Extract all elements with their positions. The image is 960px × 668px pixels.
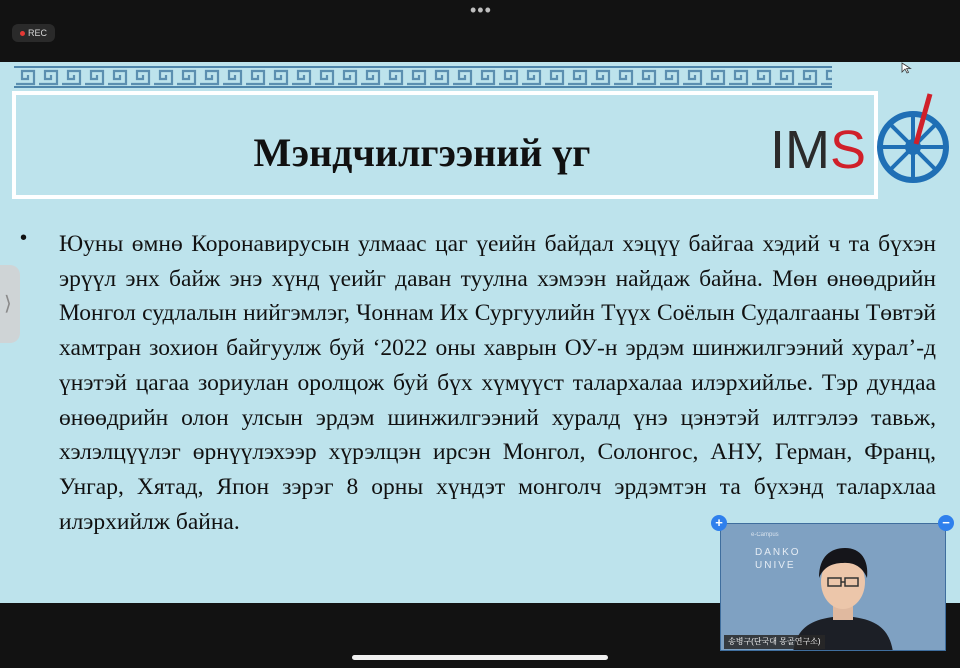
- chevron-right-icon: ⟩: [4, 293, 12, 315]
- video-thumbnail[interactable]: [720, 523, 946, 651]
- ims-logo: [770, 92, 960, 192]
- slide-title: Мэндчилгээний үг: [253, 130, 591, 175]
- expand-video-button[interactable]: +: [711, 515, 727, 531]
- more-options-icon[interactable]: •••: [470, 0, 492, 20]
- body-paragraph: Юуны өмнө Коронавирусын улмаас цаг үеийн байдал хэцүү байгаа хэдий ч та бүхэн эрүүл энх байж энэ хүнд үеийг даван туулна хэмээн найдаж байна. Мөн өнөөдрийн Монгол судлалын нийгэмлэг, Чоннам Их Сургуулийн Түүх Соёлын Судалгааны Төвтэй хамтран зохион байгуулж буй ‘2022 оны хаврын ОУ-н эрдэм шинжилгээний хурал’-д үнэтэй цагаа зориулан оролцож буй бүх хүмүүст талархалаа илэрхийлье. Тэр дундаа өнөөдрийн олон улсын эрдэм шинжилгээний хуралд үнэ цэнэтэй илтгэлээ тавьж, хэлэлцүүлэг өрнүүлэхээр хүрэлцэн ирсэн Монгол, Солонгос, АНУ, Герман, Франц, Унгар, Хятад, Япон зэрэг 8 орны хүндэт монголч эрдэмтэн та бүхэнд талархлаа илэрхийлж байна.: [59, 231, 936, 535]
- svg-text:IMS: IMS: [770, 120, 867, 180]
- mouse-cursor-icon: [901, 62, 913, 74]
- rec-label: REC: [28, 28, 48, 38]
- background-banner-text: DANKO UNIVE: [755, 547, 801, 571]
- record-dot-icon: [20, 31, 25, 36]
- side-panel-handle[interactable]: [0, 265, 20, 343]
- recording-indicator: [12, 24, 55, 42]
- participant-name: 송병구(단국대 몽골연구소): [724, 635, 825, 649]
- home-indicator[interactable]: [352, 655, 608, 660]
- top-bar: [0, 0, 960, 62]
- greek-key-border: [14, 66, 832, 88]
- bullet-point: •: [20, 227, 28, 249]
- minimize-video-button[interactable]: −: [938, 515, 954, 531]
- campus-banner-text: e-Campus: [751, 532, 779, 538]
- presentation-slide: [0, 62, 960, 603]
- title-box: [12, 91, 878, 199]
